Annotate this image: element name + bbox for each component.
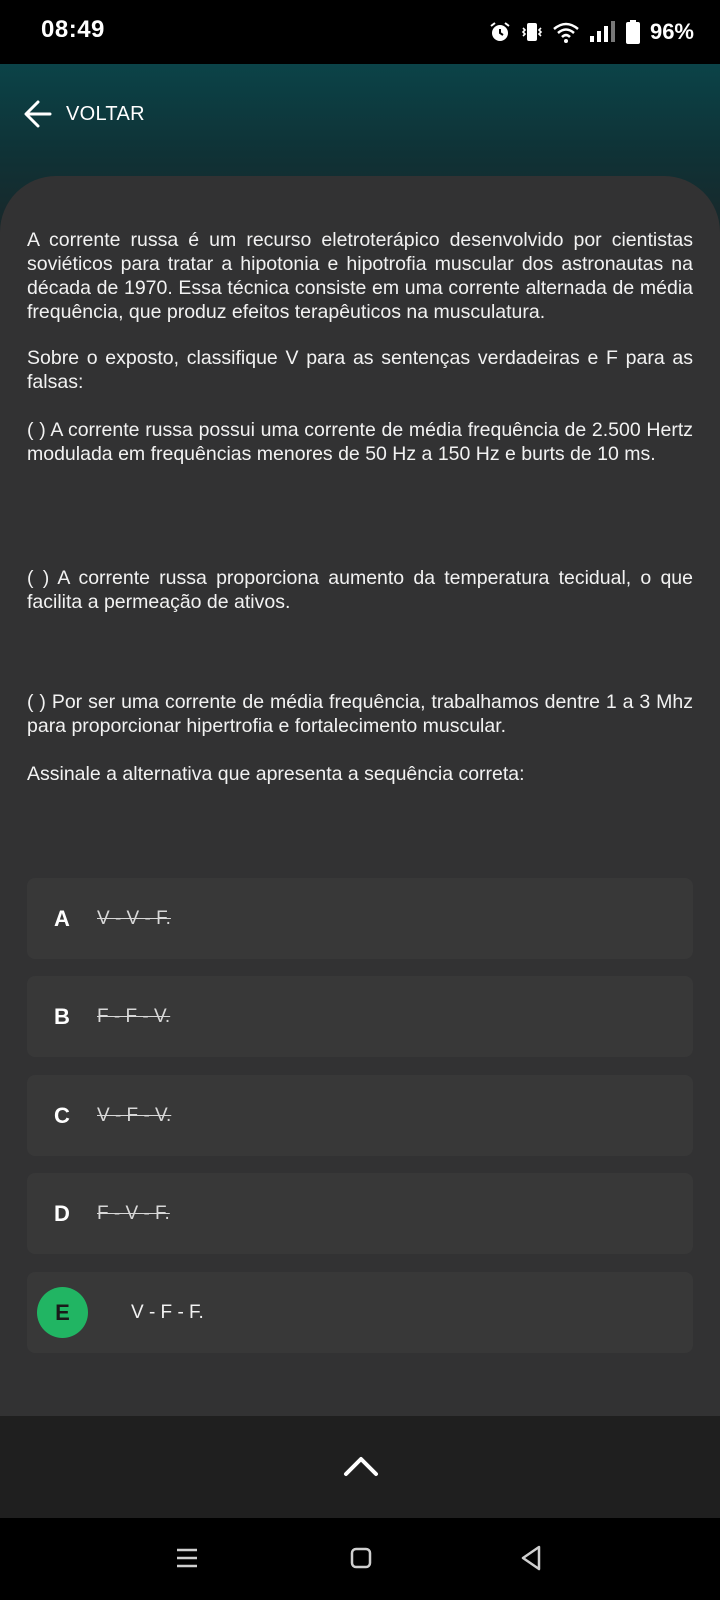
option-letter: D	[54, 1201, 70, 1226]
back-label: VOLTAR	[66, 102, 145, 125]
status-time: 08:49	[41, 16, 105, 43]
option-d[interactable]	[27, 1173, 693, 1254]
option-e[interactable]	[27, 1272, 693, 1353]
battery-percent: 96%	[649, 19, 694, 44]
option-letter: A	[54, 906, 70, 931]
option-letter: C	[54, 1103, 70, 1128]
recent-apps-icon[interactable]	[175, 1544, 199, 1572]
system-nav-bar	[0, 1518, 720, 1600]
battery-icon	[626, 20, 640, 44]
question-instruction: Sobre o exposto, classifique V para as sentenças verdadeiras e F para as falsas:	[27, 347, 693, 393]
status-icons	[488, 16, 694, 48]
back-nav-icon[interactable]	[519, 1544, 543, 1572]
option-text: V - F - F.	[131, 1302, 204, 1323]
statement-3: ( ) Por ser uma corrente de média frequência, trabalhamos dentre 1 a 3 Mhz para proporcionar hipertrofia e fortalecimento muscular.	[27, 691, 693, 737]
option-c[interactable]	[27, 1075, 693, 1156]
arrow-left-icon	[22, 98, 54, 130]
option-text: V - F - V.	[97, 1105, 172, 1126]
vibrate-icon	[520, 20, 544, 44]
option-selected-badge: E	[37, 1287, 88, 1338]
statement-1: ( ) A corrente russa possui uma corrente de média frequência de 2.500 Hertz modulada em frequências menores de 50 Hz a 150 Hz e burts de 10 ms.	[27, 419, 693, 465]
bottom-toolbar	[0, 1416, 720, 1518]
option-text: F - V - F.	[97, 1203, 170, 1224]
home-icon[interactable]	[349, 1544, 373, 1572]
option-a[interactable]	[27, 878, 693, 959]
alarm-icon	[488, 20, 512, 44]
wifi-icon	[552, 20, 580, 44]
chevron-up-icon[interactable]	[343, 1454, 379, 1478]
option-text: F - F - V.	[97, 1006, 171, 1027]
question-intro: A corrente russa é um recurso eletroterápico desenvolvido por cientistas soviéticos para tratar a hipotonia e hipotrofia muscular dos astronautas na década de 1970. Essa técnica consiste em uma corrente alternada de média frequência, que produz efeitos terapêuticos na musculatura.	[27, 229, 693, 323]
option-b[interactable]	[27, 976, 693, 1057]
back-button[interactable]	[22, 94, 145, 134]
statement-2: ( ) A corrente russa proporciona aumento da temperatura tecidual, o que facilita a permeação de ativos.	[27, 567, 693, 613]
option-letter: B	[54, 1004, 70, 1029]
signal-icon	[588, 20, 618, 44]
question-prompt: Assinale a alternativa que apresenta a sequência correta:	[27, 763, 525, 785]
status-bar	[0, 0, 720, 64]
option-text: V - V - F.	[97, 908, 171, 929]
